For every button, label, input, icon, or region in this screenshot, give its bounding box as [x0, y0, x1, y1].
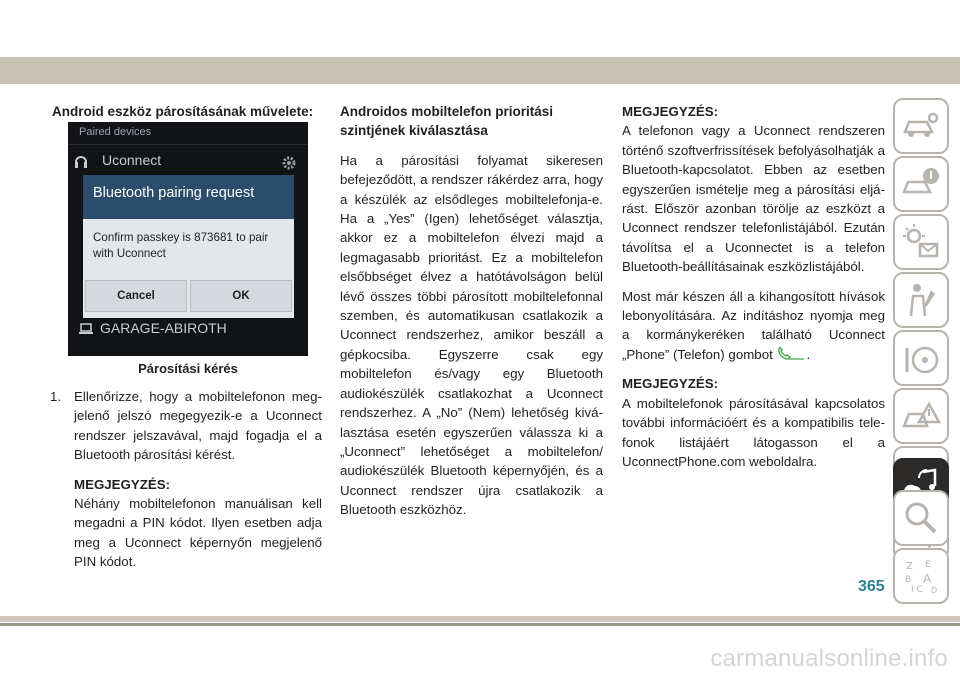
- phone-icon: [776, 347, 806, 361]
- pairing-dialog-title-bar: [83, 175, 294, 219]
- note-text: A mobiltelefonok párosításával kapcsolatos további információért és a kompatibilis telefonok listájáért látogasson el a UconnectPhone.com weboldalra.: [622, 395, 885, 469]
- column-1: [52, 102, 322, 121]
- tab-search[interactable]: [893, 490, 949, 546]
- section-heading-android-pairing: Android eszköz párosításának művelete:: [52, 104, 314, 119]
- step-number: 1.: [50, 389, 62, 404]
- garage-device-row: GARAGE-ABIROTH: [100, 320, 227, 336]
- pair-with-line: with Uconnect: [93, 247, 166, 260]
- tab-vehicle-keys[interactable]: [893, 98, 949, 154]
- warning-lights-icon: [901, 222, 941, 262]
- headset-icon: [74, 153, 88, 169]
- column-3: [622, 102, 885, 471]
- cancel-button[interactable]: Cancel: [85, 280, 187, 312]
- tab-safety[interactable]: [893, 272, 949, 328]
- note-heading: MEGJEGYZÉS:: [622, 104, 719, 119]
- steering-wheel-icon: [901, 338, 941, 378]
- car-warning-icon: [901, 396, 941, 436]
- car-key-icon: [901, 106, 941, 146]
- column-1-lower: [50, 387, 322, 572]
- priority-text: Ha a párosítási folyamat sikeresen befejeződött, a rendszer rákérdez arra, hogy a készülék az elsődleges mobiltelefonja-e. Ha a „Yes” (Igen) lehetőséget választja, akkor ez a mobiltelefon élvezi majd a legmagasabb prioritást. Ez a mobiltelefon elsőbbséget élvez a hatótávolságon belül lévő összes többi párosított mobiltelefonnal szemben, és automatikusan csatlakozik a Uconnect rendszerhez, amikor beszáll a gépkocsiba. Egyszerre csak egy mobiltelefon és/vagy egy Bluetooth audiokészülék csatlakozhat a Uconnect rendszerhez. A „No” (Nem) lehetőség kiválasztása esetén egyszerűen válassza ki a „Uconnect” lehetőséget a mobiltelefon/ audiokészülék Bluetooth képernyőjén, és a Uconnect rendszer újra csatlakozik a Bluetooth eszközhöz.: [340, 152, 603, 518]
- note-text: Néhány mobiltelefonon manuálisan kell megadni a PIN kódot. Ilyen esetben adja meg a Uconnect képernyőn megjelenő PIN kódot.: [74, 496, 322, 570]
- page-number: 365: [858, 578, 885, 595]
- section-heading-priority: Androidos mobiltelefon prioritási szintjének kiválasztása: [340, 104, 554, 139]
- header-band: [0, 57, 960, 84]
- handsfree-text: Most már készen áll a kihangosított hívások lebonyolítására. Az indításhoz nyomja meg a kormánykeréken található Uconnect „Phone” (Telefon) gombot: [622, 288, 885, 362]
- step-1: [50, 387, 322, 465]
- note-1: [74, 475, 322, 572]
- seatbelt-icon: [901, 280, 941, 320]
- svg-text:D: D: [931, 586, 938, 595]
- uconnect-device-row: Uconnect: [102, 152, 162, 168]
- handsfree-paragraph: [622, 287, 885, 365]
- watermark-text: carmanualsonline.info: [710, 645, 948, 672]
- figure-caption: Párosítási kérés: [138, 361, 238, 376]
- paired-devices-label: Paired devices: [79, 126, 152, 138]
- pairing-request-screenshot: [68, 122, 308, 356]
- column-2: [340, 102, 603, 520]
- tab-instrument-lights[interactable]: [893, 214, 949, 270]
- magnifier-icon: [901, 498, 941, 538]
- svg-text:A: A: [923, 572, 932, 586]
- footer-line: [0, 623, 960, 626]
- handsfree-end: .: [806, 346, 811, 362]
- note-text: A telefonon vagy a Uconnect rendszeren történő szoftverfrissítések befolyásolhatják a Bluetooth-kapcsolatot. Ebben az esetben egyszerűen ismételje meg a párosítási eljárást. Először azonban törölje az eszközt a Uconnect rendszer telefonlistájából. Ezután távolítsa el a Uconnectet is a telefon Bluetooth-beállításainak eszközlistájából.: [622, 123, 885, 275]
- top-margin: [0, 0, 960, 57]
- note-heading: MEGJEGYZÉS:: [74, 476, 171, 492]
- pairing-dialog-title: Bluetooth pairing request: [93, 185, 255, 201]
- tab-vehicle-info[interactable]: [893, 156, 949, 212]
- note-heading: MEGJEGYZÉS:: [622, 376, 719, 392]
- step-text: Ellenőrizze, hogy a mobiltelefonon megjelenő jelszó megegyezik-e a Uconnect rendszer jelszavával, majd fogadja el a Bluetooth párosítási kérést.: [74, 389, 322, 463]
- svg-text:Z: Z: [906, 561, 913, 572]
- svg-text:E: E: [925, 560, 931, 570]
- pairing-dialog-message: [93, 230, 293, 262]
- tab-driving[interactable]: [893, 330, 949, 386]
- svg-text:B: B: [905, 575, 912, 585]
- passkey-line: Confirm passkey is 873681 to pair: [93, 231, 269, 244]
- footer-band: [0, 616, 960, 622]
- ok-button[interactable]: OK: [190, 280, 292, 312]
- gear-icon: [281, 155, 297, 171]
- divider: [68, 144, 308, 145]
- svg-text:I C: I C: [911, 585, 923, 595]
- laptop-icon: [79, 323, 93, 335]
- car-info-icon: [901, 164, 941, 204]
- watermark: [0, 645, 960, 673]
- tab-index[interactable]: [893, 548, 949, 604]
- alphabet-index-icon: [901, 556, 941, 596]
- tab-emergency[interactable]: [893, 388, 949, 444]
